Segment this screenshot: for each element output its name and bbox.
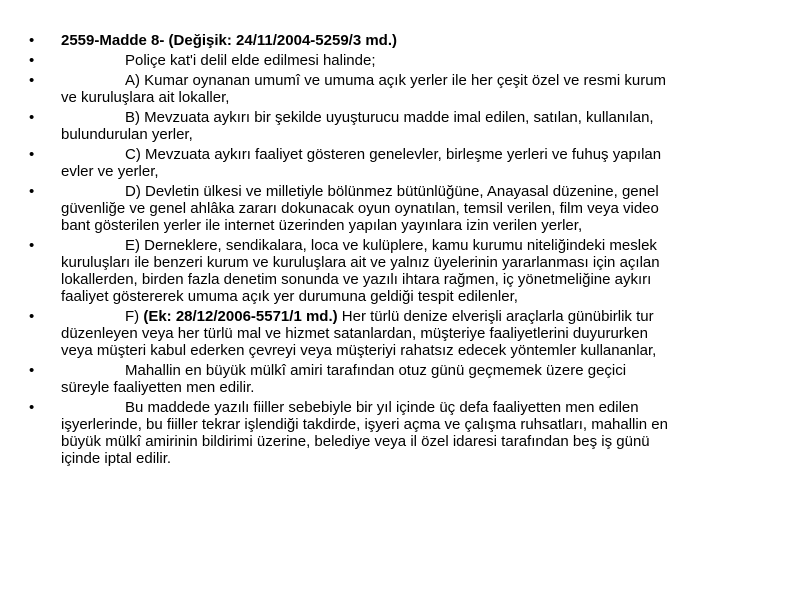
bullet-text	[61, 237, 669, 305]
bullet-item	[29, 32, 669, 49]
bullet-item	[29, 183, 669, 234]
bullet-icon: •	[29, 109, 35, 126]
bullet-icon: •	[29, 146, 35, 163]
clause-text: C) Mevzuata aykırı faaliyet gösteren genelevler, birleşme yerleri ve fuhuş yapılan evler ve yerler,	[61, 146, 662, 180]
bullet-text	[61, 72, 669, 106]
clause-text: A) Kumar oynanan umumî ve umuma açık yerler ile her çeşit özel ve resmi kurum ve kuruluşlara ait lokaller,	[61, 72, 667, 106]
bullet-item	[29, 146, 669, 180]
clause-text: Her türlü denize elverişli araçlarla günübirlik tur düzenleyen veya her türlü mal ve hizmet satanlardan, müşteriye faaliyetlerini duyururken veya müşteri kabul ederken çevreyi veya müşteriyi rahatsız edecek yöntemler kullananlar,	[61, 308, 657, 359]
bullet-text	[61, 52, 669, 69]
bullet-text	[61, 146, 669, 180]
bullet-icon: •	[29, 237, 35, 254]
bullet-text	[61, 362, 669, 396]
clause-text: Mahallin en büyük mülkî amiri tarafından otuz günü geçmemek üzere geçici süreyle faaliyetten men edilir.	[61, 362, 627, 396]
bullet-item	[29, 362, 669, 396]
bullet-icon: •	[29, 183, 35, 200]
clause-text: D) Devletin ülkesi ve milletiyle bölünmez bütünlüğüne, Anayasal düzenine, genel güvenliğe ve genel ahlâka zararı dokunacak oyun oynatılan, temsil verilen, film veya video bant gösterilen yerler ile internet üzerinden yapılan yayınlara izin verilen yerler,	[61, 183, 659, 234]
amendment-note: (Ek: 28/12/2006-5571/1 md.)	[143, 308, 338, 325]
bullet-icon: •	[29, 72, 35, 89]
bullet-item	[29, 109, 669, 143]
bullet-text	[61, 32, 669, 49]
bullet-icon: •	[29, 362, 35, 379]
bullet-text	[61, 183, 669, 234]
bullet-item	[29, 72, 669, 106]
bullet-icon: •	[29, 308, 35, 325]
bullet-icon: •	[29, 32, 35, 49]
bullet-text	[61, 109, 669, 143]
bullet-item	[29, 399, 669, 467]
clause-prefix: F)	[125, 308, 144, 325]
bullet-item	[29, 52, 669, 69]
clause-text: B) Mevzuata aykırı bir şekilde uyuşturucu madde imal edilen, satılan, kullanılan, bulundurulan yerler,	[61, 109, 654, 143]
clause-text: E) Derneklere, sendikalara, loca ve kulüplere, kamu kurumu niteliğindeki meslek kuruluşları ile benzeri kurum ve kuruluşlara ait ve yalnız üyelerinin yararlanması için açılan lokallerden, birden fazla denetim sonunda ve yazılı ihtara rağmen, iç yönetmeliğine aykırı faaliyet göstererek umuma açık yer durumuna geldiği tespit edilenler,	[61, 237, 660, 305]
bullet-text	[61, 399, 669, 467]
clause-text: Bu maddede yazılı fiiller sebebiyle bir yıl içinde üç defa faaliyetten men edilen işyerlerinde, bu fiiller tekrar işlendiği takdirde, işyeri açma ve çalışma ruhsatları, mahallin en büyük mülkî amirinin bildirimi üzerine, belediye veya il özel idaresi tarafından beş iş günü içinde iptal edilir.	[61, 399, 668, 467]
clause-text: Poliçe kat'i delil elde edilmesi halinde;	[125, 52, 376, 69]
bullet-text	[61, 308, 669, 359]
bullet-item	[29, 308, 669, 359]
bullet-icon: •	[29, 52, 35, 69]
bullet-item	[29, 237, 669, 305]
bullet-icon: •	[29, 399, 35, 416]
article-heading: 2559-Madde 8- (Değişik: 24/11/2004-5259/3 md.)	[61, 32, 398, 49]
bullet-list	[29, 32, 669, 470]
